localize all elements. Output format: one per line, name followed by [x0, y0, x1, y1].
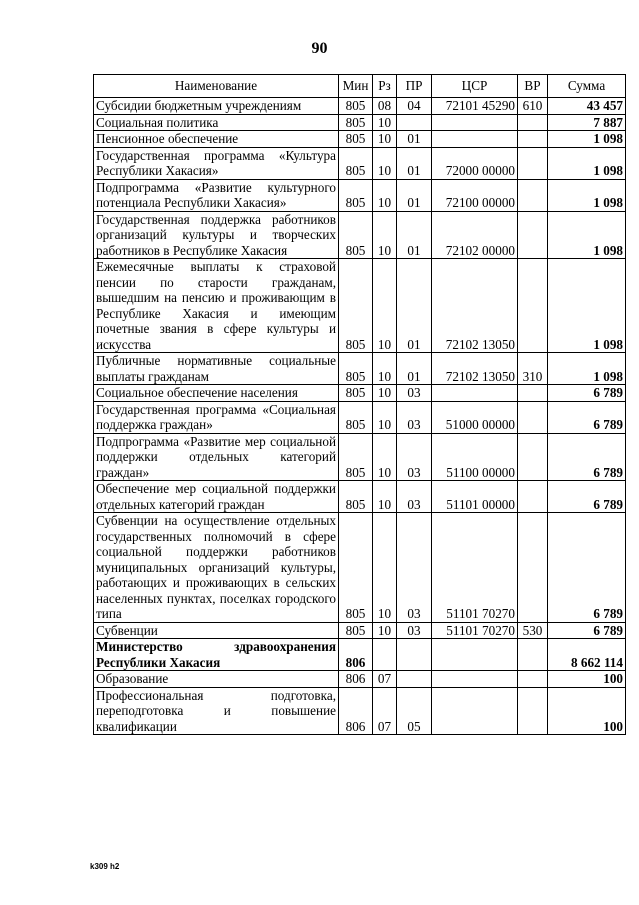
- table-row: [94, 114, 626, 131]
- cell-vr: [518, 481, 548, 513]
- table-row: [94, 385, 626, 402]
- cell-min: 805: [339, 481, 373, 513]
- cell-pr: 01: [397, 179, 432, 211]
- cell-pr: 03: [397, 433, 432, 481]
- cell-name: Обеспечение мер социальной поддержки отдельных категорий граждан: [94, 481, 339, 513]
- cell-csr: [432, 131, 518, 148]
- cell-csr: 72000 00000: [432, 147, 518, 179]
- cell-name: Профессиональная подготовка, переподготовка и повышение квалификации: [94, 687, 339, 735]
- cell-pr: 01: [397, 147, 432, 179]
- cell-name: Подпрограмма «Развитие культурного потенциала Республики Хакасия»: [94, 179, 339, 211]
- cell-min: 805: [339, 179, 373, 211]
- cell-sum: 1 098: [548, 353, 626, 385]
- table-row: [94, 179, 626, 211]
- cell-vr: [518, 114, 548, 131]
- cell-min: 805: [339, 353, 373, 385]
- cell-rz: 10: [373, 179, 397, 211]
- cell-csr: 51000 00000: [432, 401, 518, 433]
- cell-min: 805: [339, 131, 373, 148]
- cell-vr: [518, 671, 548, 688]
- cell-vr: [518, 179, 548, 211]
- table-row: [94, 687, 626, 735]
- cell-sum: 8 662 114: [548, 639, 626, 671]
- cell-vr: [518, 639, 548, 671]
- cell-vr: [518, 131, 548, 148]
- cell-pr: 03: [397, 481, 432, 513]
- cell-csr: 51100 00000: [432, 433, 518, 481]
- cell-rz: 10: [373, 259, 397, 353]
- cell-vr: [518, 385, 548, 402]
- cell-vr: 530: [518, 622, 548, 639]
- cell-min: 806: [339, 639, 373, 671]
- cell-name: Ежемесячные выплаты к страховой пенсии по старости гражданам, вышедшим на пенсию и проживающим в Республике Хакасия и имеющим почетные звания в сфере культуры и искусства: [94, 259, 339, 353]
- cell-vr: [518, 259, 548, 353]
- cell-sum: 1 098: [548, 131, 626, 148]
- cell-sum: 1 098: [548, 179, 626, 211]
- cell-pr: 01: [397, 259, 432, 353]
- budget-table-container: [93, 74, 625, 735]
- cell-pr: [397, 114, 432, 131]
- cell-min: 805: [339, 98, 373, 115]
- cell-sum: 1 098: [548, 259, 626, 353]
- cell-sum: 6 789: [548, 385, 626, 402]
- cell-rz: 10: [373, 131, 397, 148]
- cell-pr: [397, 639, 432, 671]
- header-vr: ВР: [518, 75, 548, 98]
- cell-min: 805: [339, 211, 373, 259]
- cell-csr: [432, 671, 518, 688]
- cell-rz: 10: [373, 147, 397, 179]
- table-row: [94, 513, 626, 623]
- table-row: [94, 671, 626, 688]
- table-row: [94, 147, 626, 179]
- cell-min: 805: [339, 259, 373, 353]
- cell-name: Подпрограмма «Развитие мер социальной поддержки отдельных категорий граждан»: [94, 433, 339, 481]
- cell-vr: [518, 687, 548, 735]
- cell-rz: 08: [373, 98, 397, 115]
- cell-vr: [518, 401, 548, 433]
- cell-min: 805: [339, 401, 373, 433]
- header-min: Мин: [339, 75, 373, 98]
- cell-vr: [518, 513, 548, 623]
- cell-rz: 10: [373, 513, 397, 623]
- header-rz: Рз: [373, 75, 397, 98]
- cell-min: 805: [339, 114, 373, 131]
- cell-sum: 6 789: [548, 622, 626, 639]
- cell-pr: 03: [397, 385, 432, 402]
- table-row: [94, 622, 626, 639]
- header-sum: Сумма: [548, 75, 626, 98]
- cell-csr: [432, 114, 518, 131]
- cell-rz: [373, 639, 397, 671]
- cell-rz: 10: [373, 401, 397, 433]
- cell-name: Образование: [94, 671, 339, 688]
- cell-rz: 10: [373, 433, 397, 481]
- cell-min: 805: [339, 622, 373, 639]
- cell-min: 806: [339, 687, 373, 735]
- cell-vr: 310: [518, 353, 548, 385]
- header-csr: ЦСР: [432, 75, 518, 98]
- table-row: [94, 211, 626, 259]
- table-header-row: [94, 75, 626, 98]
- cell-min: 806: [339, 671, 373, 688]
- cell-pr: 04: [397, 98, 432, 115]
- header-pr: ПР: [397, 75, 432, 98]
- cell-name: Субвенции: [94, 622, 339, 639]
- cell-min: 805: [339, 433, 373, 481]
- cell-pr: 05: [397, 687, 432, 735]
- cell-rz: 10: [373, 353, 397, 385]
- table-body: [94, 98, 626, 735]
- cell-min: 805: [339, 385, 373, 402]
- cell-sum: 100: [548, 687, 626, 735]
- cell-sum: 100: [548, 671, 626, 688]
- cell-name: Государственная поддержка работников организаций культуры и творческих работников в Республике Хакасия: [94, 211, 339, 259]
- table-row: [94, 481, 626, 513]
- table-row: [94, 353, 626, 385]
- table-row: [94, 401, 626, 433]
- cell-sum: 6 789: [548, 433, 626, 481]
- cell-vr: [518, 147, 548, 179]
- cell-rz: 07: [373, 687, 397, 735]
- cell-csr: 51101 00000: [432, 481, 518, 513]
- cell-csr: 72102 13050: [432, 259, 518, 353]
- cell-csr: [432, 385, 518, 402]
- cell-pr: [397, 671, 432, 688]
- header-name: Наименование: [94, 75, 339, 98]
- cell-pr: 01: [397, 353, 432, 385]
- cell-pr: 03: [397, 622, 432, 639]
- cell-name: Государственная программа «Культура Республики Хакасия»: [94, 147, 339, 179]
- cell-min: 805: [339, 513, 373, 623]
- cell-rz: 10: [373, 114, 397, 131]
- cell-name: Государственная программа «Социальная поддержка граждан»: [94, 401, 339, 433]
- cell-name: Субсидии бюджетным учреждениям: [94, 98, 339, 115]
- cell-csr: 51101 70270: [432, 513, 518, 623]
- cell-sum: 6 789: [548, 513, 626, 623]
- table-row: [94, 639, 626, 671]
- cell-pr: 03: [397, 401, 432, 433]
- cell-pr: 01: [397, 211, 432, 259]
- cell-pr: 03: [397, 513, 432, 623]
- cell-sum: 6 789: [548, 481, 626, 513]
- cell-csr: 72102 00000: [432, 211, 518, 259]
- cell-vr: [518, 211, 548, 259]
- cell-rz: 10: [373, 385, 397, 402]
- cell-csr: [432, 687, 518, 735]
- cell-rz: 10: [373, 622, 397, 639]
- cell-vr: 610: [518, 98, 548, 115]
- cell-csr: 72100 00000: [432, 179, 518, 211]
- cell-name: Социальное обеспечение населения: [94, 385, 339, 402]
- table-row: [94, 131, 626, 148]
- table-row: [94, 433, 626, 481]
- cell-rz: 07: [373, 671, 397, 688]
- cell-name: Субвенции на осуществление отдельных государственных полномочий в сфере социальной поддержки работников муниципальных организаций культуры, работающих и проживающих в сельских населенных пунктах, поселках городского типа: [94, 513, 339, 623]
- cell-sum: 6 789: [548, 401, 626, 433]
- cell-min: 805: [339, 147, 373, 179]
- page-number: 90: [311, 40, 328, 57]
- cell-name: Публичные нормативные социальные выплаты гражданам: [94, 353, 339, 385]
- cell-rz: 10: [373, 211, 397, 259]
- cell-sum: 1 098: [548, 147, 626, 179]
- table-row: [94, 259, 626, 353]
- cell-csr: [432, 639, 518, 671]
- cell-csr: 72101 45290: [432, 98, 518, 115]
- cell-sum: 1 098: [548, 211, 626, 259]
- cell-name: Министерство здравоохранения Республики Хакасия: [94, 639, 339, 671]
- footer-code: k309 h2: [90, 862, 120, 871]
- cell-csr: 51101 70270: [432, 622, 518, 639]
- cell-name: Социальная политика: [94, 114, 339, 131]
- cell-sum: 7 887: [548, 114, 626, 131]
- cell-rz: 10: [373, 481, 397, 513]
- cell-csr: 72102 13050: [432, 353, 518, 385]
- cell-vr: [518, 433, 548, 481]
- cell-name: Пенсионное обеспечение: [94, 131, 339, 148]
- table-row: [94, 98, 626, 115]
- budget-table: [93, 74, 626, 735]
- cell-pr: 01: [397, 131, 432, 148]
- cell-sum: 43 457: [548, 98, 626, 115]
